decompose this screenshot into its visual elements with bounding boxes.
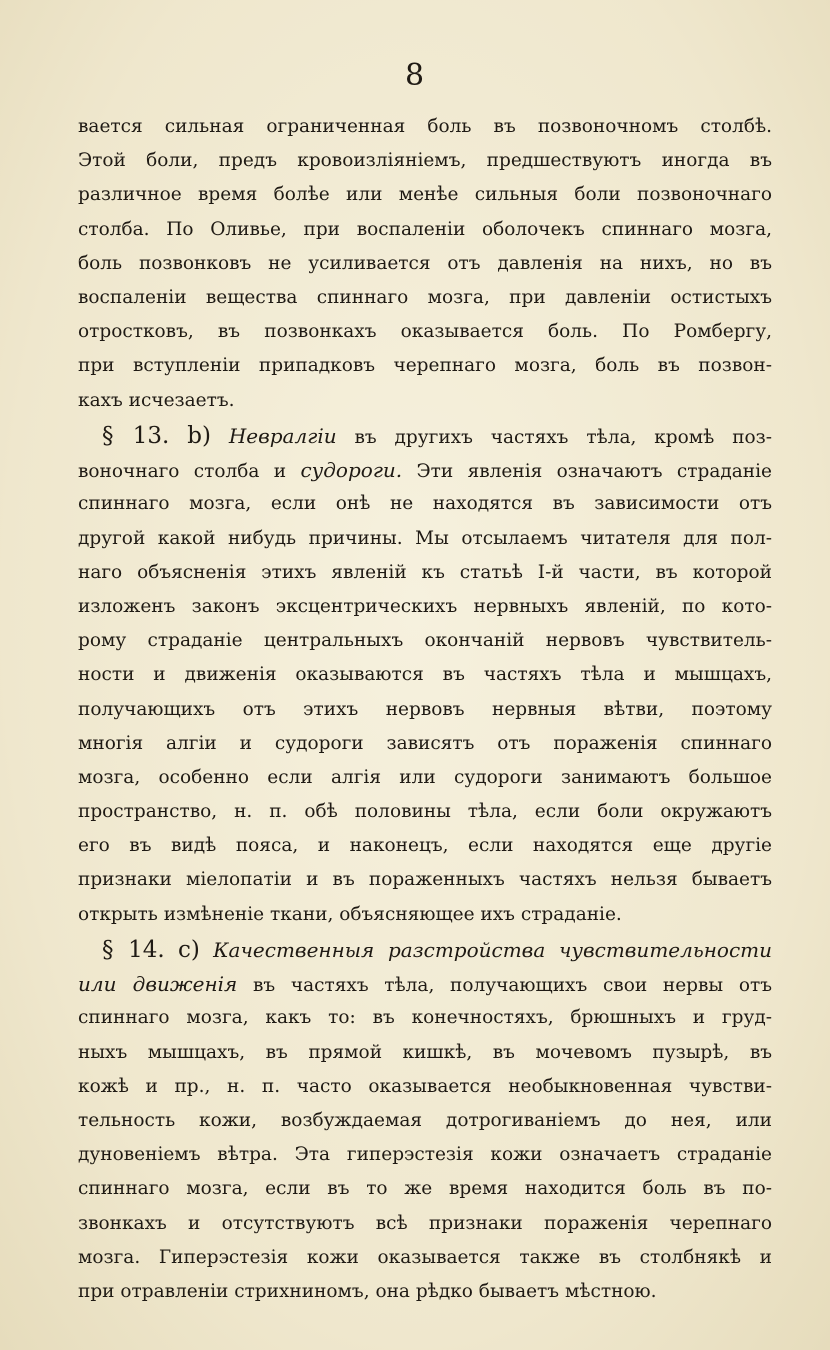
text-line: мозга, особенно если алгія или судороги занимаютъ большое: [78, 766, 772, 788]
section-number: § 14.: [102, 937, 165, 963]
text-line: многія алгіи и судороги зависятъ отъ пораженія спиннаго: [78, 732, 772, 754]
text-line: другой какой нибудь причины. Мы отсылаемъ читателя для пол-: [78, 527, 772, 549]
text-line: [78, 967, 772, 1001]
section-13-paragraph: [78, 419, 772, 932]
text-line: столба. По Оливье, при воспаленіи оболочекъ спиннаго мозга,: [78, 218, 772, 240]
paragraph-continuation: [78, 110, 772, 418]
section-title: Качественныя разстройства чувствительности: [213, 938, 773, 962]
text-line: мозга. Гиперэстезія кожи оказывается также въ столбнякѣ и: [78, 1246, 772, 1268]
text-line: звонкахъ и отсутствуютъ всѣ признаки пораженія черепнаго: [78, 1212, 772, 1234]
text-line: изложенъ законъ эксцентрическихъ нервныхъ явленій, по кото-: [78, 595, 772, 617]
text-line: дуновеніемъ вѣтра. Эта гиперэстезія кожи означаетъ страданіе: [78, 1144, 772, 1166]
text-line: ности и движенія оказываются въ частяхъ тѣла и мышцахъ,: [78, 664, 772, 686]
text-line: тельность кожи, возбуждаемая дотрогиваніемъ до нея, или: [78, 1109, 772, 1131]
text-line: при отравленіи стрихниномъ, она рѣдко бываетъ мѣстною.: [78, 1280, 657, 1302]
text-line: ныхъ мышцахъ, въ прямой кишкѣ, въ мочевомъ пузырѣ, въ: [78, 1041, 772, 1063]
text-line: спиннаго мозга, какъ то: въ конечностяхъ, брюшныхъ и груд-: [78, 1007, 772, 1029]
text-line: пространство, н. п. обѣ половины тѣла, если боли окружаютъ: [78, 801, 772, 823]
text-line: различное время болѣе или менѣе сильныя боли позвоночнаго: [78, 184, 772, 206]
text-line: вается сильная ограниченная боль въ позвоночномъ столбѣ.: [78, 116, 772, 137]
section-number: § 13.: [102, 423, 170, 449]
text-line: его въ видѣ пояса, и наконецъ, если находятся еще другіе: [78, 835, 772, 857]
text-line: кожѣ и пр., н. п. часто оказывается необыкновенная чувстви-: [78, 1075, 772, 1097]
section-14-heading-line: [78, 933, 772, 967]
text-line: кахъ исчезаетъ.: [78, 389, 235, 411]
text-fragment: въ другихъ частяхъ тѣла, кромѣ поз-: [354, 427, 772, 448]
text-fragment: въ частяхъ тѣла, получающихъ свои нервы отъ: [252, 975, 772, 997]
page-number: 8: [404, 58, 426, 93]
section-title: Невралгіи: [228, 424, 337, 448]
emphasis-term: судороги.: [300, 458, 403, 483]
text-line: получающихъ отъ этихъ нервовъ нервныя вѣтви, поэтому: [78, 698, 772, 720]
text-line: воспаленіи вещества спиннаго мозга, при давленіи остистыхъ: [78, 286, 772, 308]
text-fragment: воночнаго столба и: [78, 461, 287, 483]
section-title-continued: или движенія: [78, 972, 238, 997]
text-line: Этой боли, предъ кровоизліяніемъ, предшествуютъ иногда въ: [78, 150, 772, 172]
text-line: отростковъ, въ позвонкахъ оказывается боль. По Ромбергу,: [78, 321, 772, 343]
section-13-heading-line: [78, 419, 772, 453]
text-line: наго объясненія этихъ явленій къ статьѣ І-й части, въ которой: [78, 561, 772, 583]
text-line: [78, 453, 772, 487]
section-14-paragraph: [78, 933, 772, 1309]
text-line: спиннаго мозга, если въ то же время находится боль въ по-: [78, 1178, 772, 1200]
section-letter: c): [177, 937, 200, 963]
text-fragment: Эти явленія означаютъ страданіе: [416, 461, 772, 483]
text-line: при вступленіи припадковъ черепнаго мозга, боль въ позвон-: [78, 355, 772, 377]
text-line: рому страданіе центральныхъ окончаній нервовъ чувствитель-: [78, 630, 772, 652]
section-letter: b): [187, 423, 211, 449]
text-line: боль позвонковъ не усиливается отъ давленія на нихъ, но въ: [78, 252, 772, 274]
text-line: признаки міелопатіи и въ пораженныхъ частяхъ нельзя бываетъ: [78, 869, 772, 891]
text-line: спиннаго мозга, если онѣ не находятся въ зависимости отъ: [78, 493, 772, 515]
text-line: открыть измѣненіе ткани, объясняющее ихъ страданіе.: [78, 903, 622, 925]
